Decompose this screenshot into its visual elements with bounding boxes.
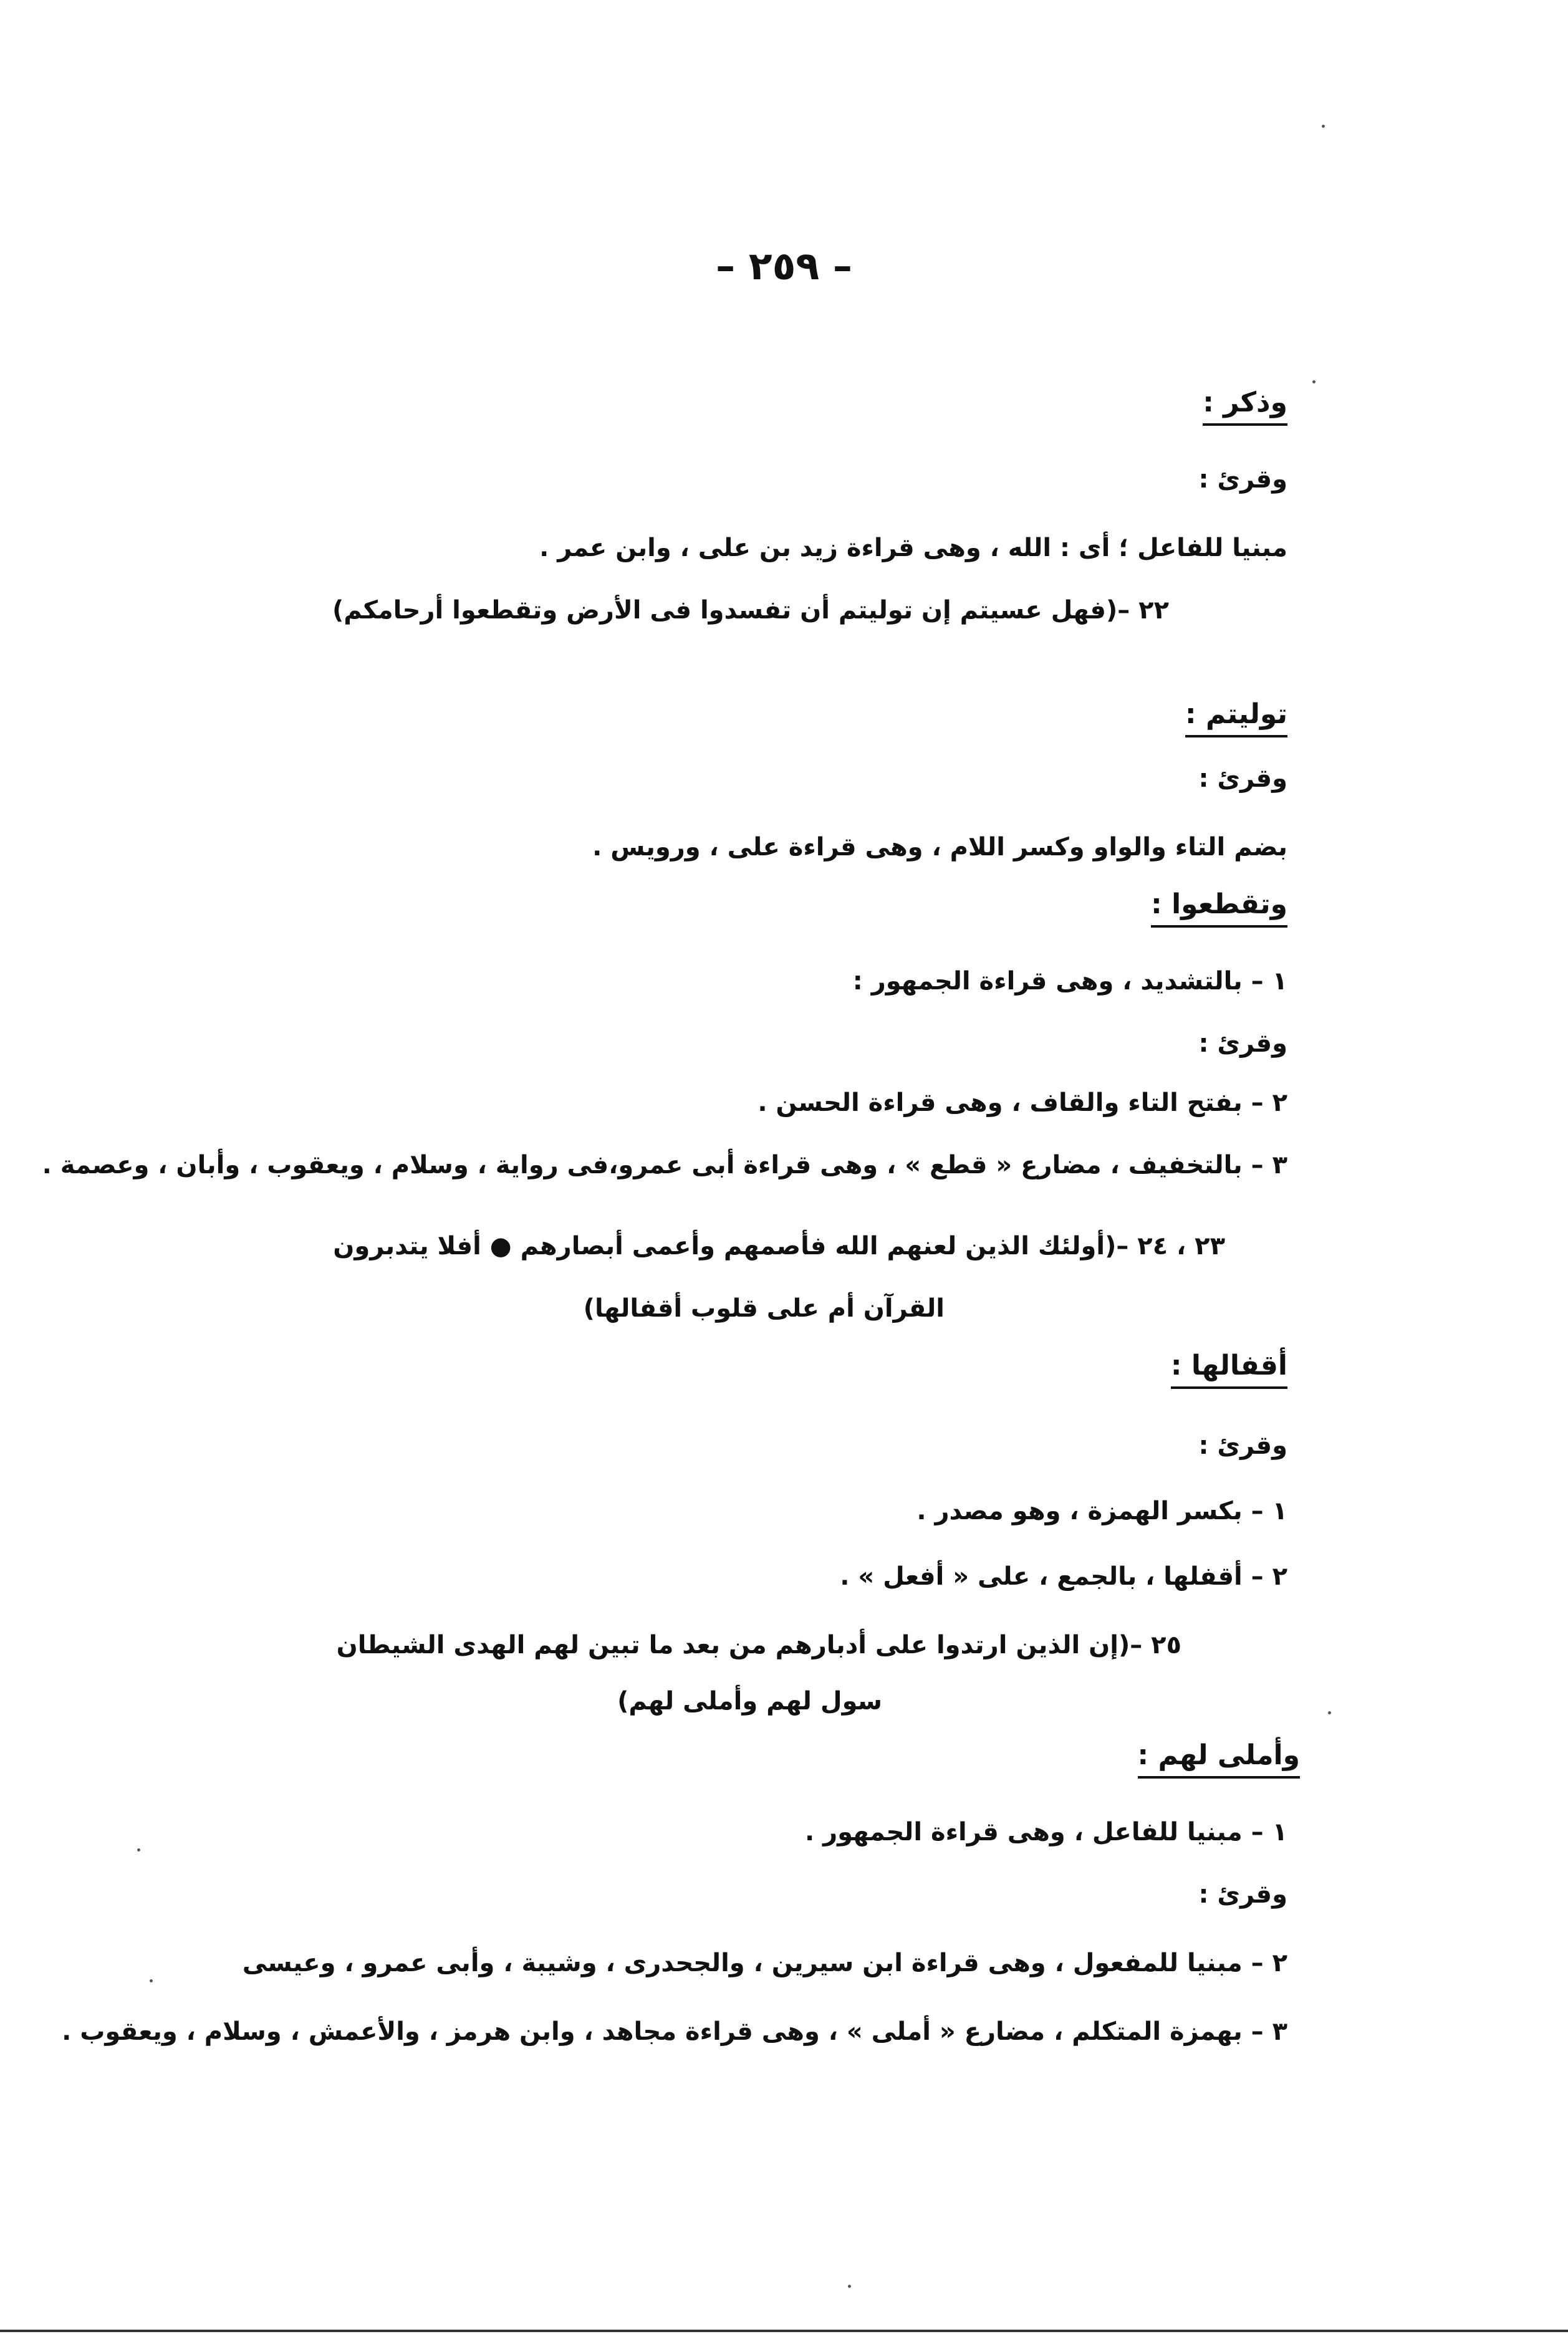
text-line: بضم التاء والواو وكسر اللام ، وهى قراءة على ، ورويس . [592, 833, 1287, 862]
text-line: مبنيا للفاعل ؛ أى : الله ، وهى قراءة زيد بن على ، وابن عمر . [539, 534, 1287, 562]
quran-verse: ٢٣ ، ٢٤ –(أولئك الذين لعنهم الله فأصمهم وأعمى أبصارهم ● أفلا يتدبرون [333, 1232, 1225, 1261]
text-line: ١ – مبنيا للفاعل ، وهى قراءة الجمهور . [805, 1818, 1287, 1847]
text-line: ٢ – بفتح التاء والقاف ، وهى قراءة الحسن . [758, 1088, 1287, 1117]
scan-speck [137, 1848, 140, 1852]
section-heading: وذكر : [1203, 387, 1287, 426]
text-line: ٢ – أقفلها ، بالجمع ، على « أفعل » . [840, 1562, 1287, 1591]
text-line: وقرئ : [1198, 465, 1287, 494]
section-heading: وتقطعوا : [1151, 888, 1287, 928]
quran-verse: القرآن أم على قلوب أقفالها) [583, 1294, 945, 1323]
scan-speck [848, 2285, 851, 2288]
quran-verse: ٢٥ –(إن الذين ارتدوا على أدبارهم من بعد ما تبين لهم الهدى الشيطان [336, 1631, 1181, 1659]
text-line: وقرئ : [1198, 1029, 1287, 1058]
scan-speck [1328, 1711, 1331, 1714]
quran-verse: سول لهم وأملى لهم) [617, 1687, 882, 1716]
scan-speck [1322, 125, 1325, 128]
scan-speck [1312, 380, 1315, 383]
quran-verse: ٢٢ –(فهل عسيتم إن توليتم أن تفسدوا فى الأرض وتقطعوا أرحامكم) [332, 596, 1169, 625]
scan-speck [150, 1979, 153, 1982]
section-heading: وأملى لهم : [1138, 1739, 1300, 1779]
section-heading: توليتم : [1185, 698, 1287, 737]
text-line: ٢ – مبنيا للمفعول ، وهى قراءة ابن سيرين ، والجحدرى ، وشيبة ، وأبى عمرو ، وعيسى [242, 1949, 1287, 1977]
text-line: وقرئ : [1198, 1431, 1287, 1460]
page-bottom-edge [0, 2330, 1568, 2332]
page-number: – ٢٥٩ – [716, 243, 852, 289]
text-line: ٣ – بهمزة المتكلم ، مضارع « أملى » ، وهى قراءة مجاهد ، وابن هرمز ، والأعمش ، وسلام ، ويعقوب . [62, 2017, 1287, 2046]
text-line: وقرئ : [1198, 1880, 1287, 1909]
section-heading: أقفالها : [1171, 1350, 1287, 1389]
text-line: ١ – بالتشديد ، وهى قراءة الجمهور : [852, 967, 1287, 996]
text-line: وقرئ : [1198, 764, 1287, 793]
text-line: ٣ – بالتخفيف ، مضارع « قطع » ، وهى قراءة أبى عمرو،فى رواية ، وسلام ، ويعقوب ، وأبان ، وعصمة . [42, 1151, 1287, 1179]
text-line: ١ – بكسر الهمزة ، وهو مصدر . [916, 1497, 1287, 1525]
